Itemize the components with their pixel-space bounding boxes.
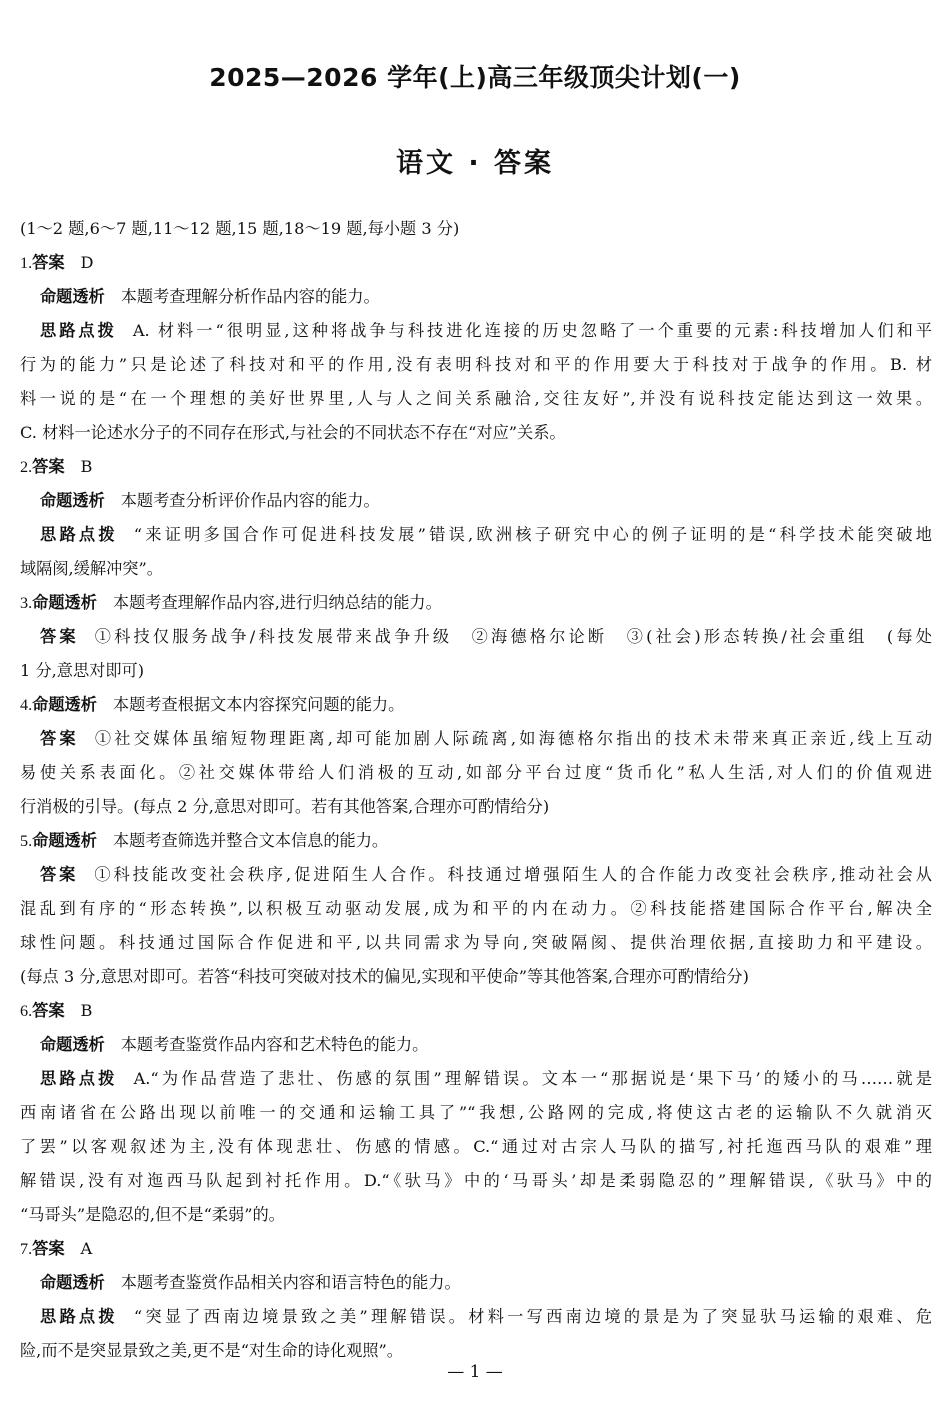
q1-hint-text: A. 材料一“很明显,这种将战争与科技进化连接的历史忽略了一个重要的元素:科技增加人们和平 (132, 321, 932, 340)
q4-number: 4. (20, 696, 33, 714)
q4-analysis-text: 本题考查根据文本内容探究问题的能力。 (112, 695, 405, 714)
q7-analysis-row (20, 1266, 932, 1300)
q1-hint-line: 料一说的是“在一个理想的美好世界里,人与人之间关系融洽,交往友好”,并没有说科技定能达到这一效果。 (20, 389, 932, 408)
q3-analysis-text: 本题考查理解作品内容,进行归纳总结的能力。 (112, 593, 442, 612)
q1-hint-line: C. 材料一论述水分子的不同存在形式,与社会的不同状态不存在“对应”关系。 (20, 423, 566, 442)
q4-analysis-row (20, 688, 932, 722)
q7-hint-line (20, 1300, 932, 1334)
q2-analysis-text: 本题考查分析评价作品内容的能力。 (120, 491, 380, 510)
hint-label: 思路点拨 (40, 321, 117, 340)
q6-answer-row (20, 994, 932, 1028)
q4-answer-text: ①社交媒体虽缩短物理距离,却可能加剧人际疏离,如海德格尔指出的技术未带来真正亲近,线上互动 (94, 729, 932, 748)
answer-label: 答案 (40, 729, 79, 748)
answer-content (20, 212, 932, 1368)
q6-hint-line (20, 1062, 932, 1096)
scoring-note: (1～2 题,6～7 题,11～12 题,15 题,18～19 题,每小题 3 分) (20, 219, 460, 238)
q4-answer-line: 行消极的引导。(每点 2 分,意思对即可。若有其他答案,合理亦可酌情给分) (20, 797, 550, 816)
analysis-label: 命题透析 (32, 695, 97, 714)
q1-hint-line: 行为的能力”只是论述了科技对和平的作用,没有表明科技对和平的作用要大于科技对于战争的作用。B. 材 (20, 355, 932, 374)
q3-answer-line (20, 620, 932, 654)
q6-hint-line: 解错误,没有对迤西马队起到衬托作用。D.“《驮马》中的‘马哥头’却是柔弱隐忍的”理解错误,《驮马》中的 (20, 1171, 932, 1190)
q2-answer-value: B (80, 457, 93, 476)
hint-label: 思路点拨 (40, 1307, 118, 1326)
q1-hint-line (20, 314, 932, 348)
q6-analysis-text: 本题考查鉴赏作品内容和艺术特色的能力。 (120, 1035, 429, 1054)
analysis-label: 命题透析 (32, 831, 97, 850)
page-number: — 1 — (447, 1362, 503, 1382)
analysis-label: 命题透析 (40, 287, 105, 306)
q7-answer-row (20, 1232, 932, 1266)
page-title: 2025—2026 学年(上)高三年级顶尖计划(一) (209, 63, 741, 92)
q3-analysis-row (20, 586, 932, 620)
answer-label: 答案 (32, 1001, 65, 1020)
q3-answer-text: ①科技仅服务战争/科技发展带来战争升级 ②海德格尔论断 ③(社会)形态转换/社会重组 (每处 (94, 627, 932, 646)
answer-label: 答案 (32, 253, 65, 272)
analysis-label: 命题透析 (32, 593, 97, 612)
q6-answer-value: B (80, 1001, 93, 1020)
analysis-label: 命题透析 (40, 491, 105, 510)
analysis-label: 命题透析 (40, 1273, 105, 1292)
q2-number: 2. (20, 458, 33, 476)
q7-answer-value: A (80, 1239, 93, 1258)
q5-number: 5. (20, 832, 33, 850)
q1-analysis-text: 本题考查理解分析作品内容的能力。 (120, 287, 380, 306)
answer-label: 答案 (40, 627, 79, 646)
q7-hint-line: 险,而不是突显景致之美,更不是“对生命的诗化观照”。 (20, 1341, 403, 1360)
hint-label: 思路点拨 (40, 525, 118, 544)
q5-answer-line: 球性问题。科技通过国际合作促进和平,以共同需求为导向,突破隔阂、提供治理依据,直接助力和平建设。 (20, 933, 932, 952)
q2-hint-text: “来证明多国合作可促进科技发展”错误,欧洲核子研究中心的例子证明的是“科学技术能突破地 (133, 525, 932, 544)
q5-analysis-row (20, 824, 932, 858)
q6-analysis-row (20, 1028, 932, 1062)
q7-analysis-text: 本题考查鉴赏作品相关内容和语言特色的能力。 (120, 1273, 461, 1292)
analysis-label: 命题透析 (40, 1035, 105, 1054)
page-subtitle: 语文 · 答案 (395, 148, 555, 179)
answer-label: 答案 (32, 1239, 65, 1258)
q5-answer-text: ①科技能改变社会秩序,促进陌生人合作。科技通过增强陌生人的合作能力改变社会秩序,推动社会从 (94, 865, 932, 884)
answer-label: 答案 (40, 865, 79, 884)
q1-number: 1. (20, 254, 33, 272)
q6-hint-line: “马哥头”是隐忍的,但不是“柔弱”的。 (20, 1205, 285, 1224)
q2-analysis-row (20, 484, 932, 518)
q2-hint-line (20, 518, 932, 552)
q1-analysis-row (20, 280, 932, 314)
q3-answer-line: 1 分,意思对即可) (20, 661, 145, 680)
q3-number: 3. (20, 594, 33, 612)
q4-answer-line (20, 722, 932, 756)
q6-hint-text: A.“为作品营造了悲壮、伤感的氛围”理解错误。文本一“那据说是‘果下马’的矮小的马……就是 (133, 1069, 932, 1088)
q7-number: 7. (20, 1240, 33, 1258)
hint-label: 思路点拨 (40, 1069, 118, 1088)
q1-answer-row (20, 246, 932, 280)
q5-answer-line (20, 858, 932, 892)
q5-answer-line: 混乱到有序的“形态转换”,以积极互动驱动发展,成为和平的内在动力。②科技能搭建国际合作平台,解决全 (20, 899, 932, 918)
q5-answer-line: (每点 3 分,意思对即可。若答“科技可突破对技术的偏见,实现和平使命”等其他答案,合理亦可酌情给分) (20, 967, 749, 986)
answer-label: 答案 (32, 457, 65, 476)
q4-answer-line: 易使关系表面化。②社交媒体带给人们消极的互动,如部分平台过度“货币化”私人生活,对人们的价值观进 (20, 763, 932, 782)
q6-hint-line: 西南诸省在公路出现以前唯一的交通和运输工具了”“我想,公路网的完成,将使这古老的运输队不久就消灭 (20, 1103, 932, 1122)
q2-hint-line: 域隔阂,缓解冲突”。 (20, 559, 163, 578)
q2-answer-row (20, 450, 932, 484)
q5-analysis-text: 本题考查筛选并整合文本信息的能力。 (112, 831, 389, 850)
q6-hint-line: 了罢”以客观叙述为主,没有体现悲壮、伤感的情感。C.“通过对古宗人马队的描写,衬托迤西马队的艰难”理 (20, 1137, 932, 1156)
q7-hint-text: “突显了西南边境景致之美”理解错误。材料一写西南边境的景是为了突显驮马运输的艰难、危 (133, 1307, 932, 1326)
q6-number: 6. (20, 1002, 33, 1020)
q1-answer-value: D (80, 253, 94, 272)
